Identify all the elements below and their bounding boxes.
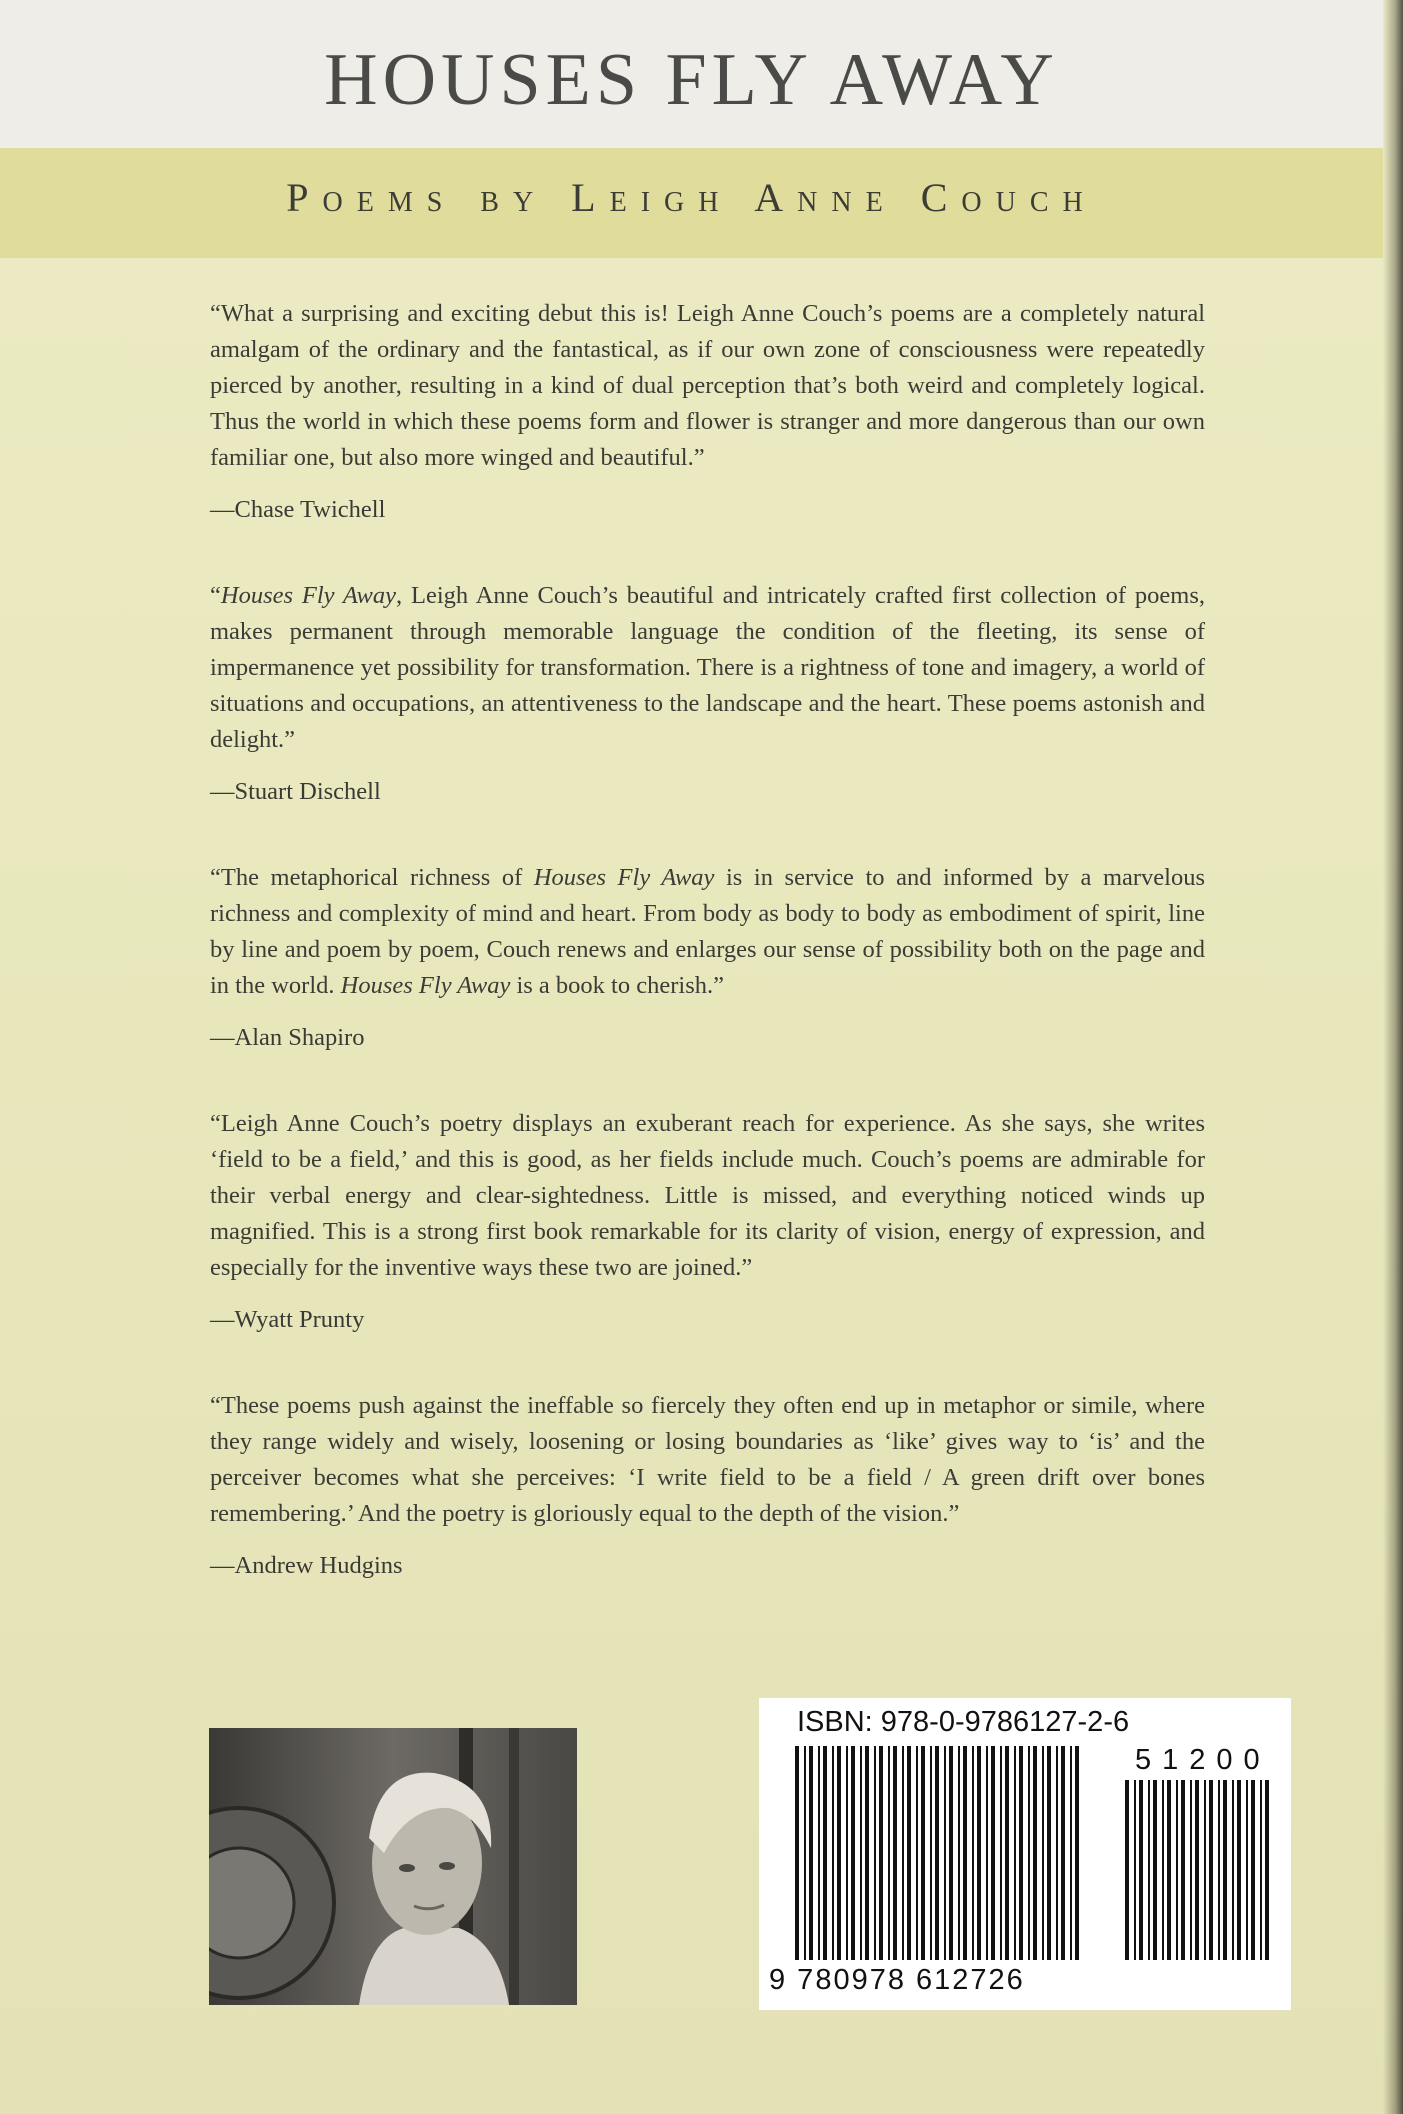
barcode-bar xyxy=(795,1746,799,1960)
author-photo xyxy=(209,1728,577,2005)
barcode-bar xyxy=(1209,1780,1213,1960)
blurb-attribution: —Andrew Hudgins xyxy=(210,1552,403,1579)
cover-edge-shadow xyxy=(1383,0,1403,2114)
barcode-bar xyxy=(860,1746,862,1960)
barcode-bar xyxy=(851,1746,855,1960)
barcode-bar xyxy=(1167,1780,1171,1960)
barcode-bar xyxy=(1181,1780,1185,1960)
barcode-bar xyxy=(921,1746,925,1960)
barcode-bar xyxy=(1000,1746,1002,1960)
barcode-bar xyxy=(902,1746,904,1960)
barcode-bar xyxy=(949,1746,953,1960)
blurb-attribution: —Stuart Dischell xyxy=(210,778,381,805)
barcode-bar xyxy=(916,1746,918,1960)
blurb-attribution: —Wyatt Prunty xyxy=(210,1306,365,1333)
barcode-bar xyxy=(1162,1780,1164,1960)
blurbs xyxy=(210,296,1205,1634)
barcode-bar xyxy=(1237,1780,1241,1960)
quote-open: “ xyxy=(210,582,221,609)
barcode-bar xyxy=(930,1746,932,1960)
barcode-bar xyxy=(1125,1780,1129,1960)
barcode-bar xyxy=(1047,1746,1051,1960)
barcode-bar xyxy=(1223,1780,1227,1960)
barcode-bar xyxy=(879,1746,883,1960)
barcode-bar xyxy=(977,1746,981,1960)
book-subtitle: Poems by Leigh Anne Couch xyxy=(286,175,1097,220)
blurb-attribution: —Alan Shapiro xyxy=(210,1024,365,1051)
barcode-bar xyxy=(1014,1746,1016,1960)
barcode-bar xyxy=(1265,1780,1269,1960)
barcode-bar xyxy=(837,1746,841,1960)
barcode-bar xyxy=(846,1746,848,1960)
barcode-bar xyxy=(1148,1780,1150,1960)
barcode-bar xyxy=(972,1746,974,1960)
quote-text: “The metaphorical richness of xyxy=(210,864,534,891)
barcode-bar xyxy=(893,1746,897,1960)
barcode-bar xyxy=(865,1746,869,1960)
barcode-bar xyxy=(963,1746,967,1960)
barcode-bar xyxy=(1204,1780,1206,1960)
barcode-bar xyxy=(944,1746,946,1960)
barcode-bar xyxy=(804,1746,806,1960)
blurb-quote: “These poems push against the ineffable so fiercely they often end up in metaphor or simile, where they range widely and wisely, loosening or losing boundaries as ‘like’ gives way to ‘is’ and the perceiver becomes what she perceives: ‘I write field to be a field / A green drift over bones remembering.’ And the poetry is gloriously equal to the depth of the vision.” xyxy=(210,1392,1205,1527)
barcode-bar xyxy=(809,1746,813,1960)
barcode-bar xyxy=(1176,1780,1178,1960)
barcode-bar xyxy=(1260,1780,1262,1960)
barcode-bar xyxy=(823,1746,827,1960)
barcode-bar xyxy=(832,1746,834,1960)
quote-text: is a book to cherish.” xyxy=(510,972,724,999)
barcode-bar xyxy=(888,1746,890,1960)
blurb-quote xyxy=(210,860,1205,1004)
barcode-bar xyxy=(1042,1746,1044,1960)
barcode-bar xyxy=(1005,1746,1009,1960)
barcode-bar xyxy=(1190,1780,1192,1960)
author-portrait-image xyxy=(209,1728,577,2005)
barcode-bar xyxy=(874,1746,876,1960)
barcode-bar xyxy=(1246,1780,1248,1960)
barcode-bar xyxy=(1061,1746,1065,1960)
barcode-bar xyxy=(1232,1780,1234,1960)
book-title: HOUSES FLY AWAY xyxy=(324,39,1059,121)
quote-text: , Leigh Anne Couch’s beautiful and intricately crafted first collection of poems, makes permanent through memorable language the condition of the fleeting, its sense of impermanence yet possibility for transformation. There is a rightness of tone and imagery, a world of situations and occupations, an attentiveness to the landscape and the heart. These poems astonish and delight.” xyxy=(210,582,1205,753)
barcode-bar xyxy=(907,1746,911,1960)
barcode-bar xyxy=(991,1746,995,1960)
barcode-bar xyxy=(1028,1746,1030,1960)
barcode-bar xyxy=(958,1746,960,1960)
barcode-bar xyxy=(1195,1780,1199,1960)
book-title-italic: Houses Fly Away xyxy=(220,582,396,609)
book-title-italic: Houses Fly Away xyxy=(340,972,511,999)
blurb-quote: “Leigh Anne Couch’s poetry displays an exuberant reach for experience. As she says, she writes ‘field to be a field,’ and this is good, as her fields include much. Couch’s poems are admirable for their verbal energy and clear-sightedness. Little is missed, and everything noticed winds up magnified. This is a strong first book remarkable for its clarity of vision, energy of expression, and especially for the inventive ways these two are joined.” xyxy=(210,1110,1205,1281)
blurb-quote xyxy=(210,578,1205,758)
blurb-quote: “What a surprising and exciting debut this is! Leigh Anne Couch’s poems are a completely natural amalgam of the ordinary and the fantastical, as if our own zone of consciousness were repeatedly pierced by another, resulting in a kind of dual perception that’s both weird and completely logical. Thus the world in which these poems form and flower is stranger and more dangerous than our own familiar one, but also more winged and beautiful.” xyxy=(210,300,1205,471)
barcode-bar xyxy=(818,1746,820,1960)
isbn-label: ISBN: 978-0-9786127-2-6 xyxy=(797,1706,1130,1738)
book-title-italic: Houses Fly Away xyxy=(533,864,715,891)
barcode-bar xyxy=(1070,1746,1072,1960)
barcode-bar xyxy=(1251,1780,1255,1960)
barcode-bar xyxy=(935,1746,939,1960)
barcode-bar xyxy=(1218,1780,1220,1960)
blurb-attribution: —Chase Twichell xyxy=(210,496,386,523)
ean-digits: 9 780978 612726 xyxy=(769,1964,1025,1996)
barcode-bar xyxy=(1153,1780,1157,1960)
barcode-bar xyxy=(1056,1746,1058,1960)
barcode-bar xyxy=(1019,1746,1023,1960)
isbn-barcode xyxy=(759,1698,1291,2010)
quote-text: is in service to and informed by a marvelous richness and complexity of mind and heart. From body as body to body as embodiment of spirit, line by line and poem by poem, Couch renews and enlarges our sense of possibility both on the page and in the world. xyxy=(210,864,1206,999)
barcode-bar xyxy=(1139,1780,1143,1960)
price-code: 51200 xyxy=(1135,1744,1271,1776)
barcode-bar xyxy=(1075,1746,1079,1960)
barcode-bar xyxy=(1134,1780,1136,1960)
barcode-bar xyxy=(986,1746,988,1960)
barcode-bar xyxy=(1033,1746,1037,1960)
